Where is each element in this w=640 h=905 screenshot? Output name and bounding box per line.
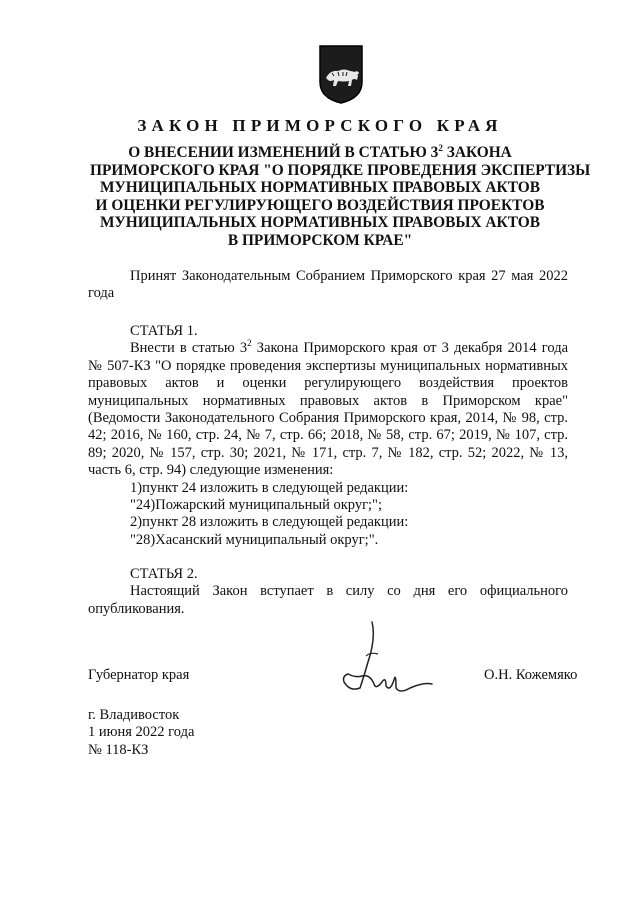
coat-of-arms-emblem-icon	[318, 44, 364, 104]
document-footer	[88, 707, 194, 759]
handwritten-signature-icon	[320, 618, 440, 704]
superscript: 2	[247, 338, 252, 349]
article-1-item: "28)Хасанский муниципальный округ;".	[130, 531, 379, 548]
article-1-intro: Внести в статью $3^2$ Закона Приморского края от 3 декабря 2014 года № 507-КЗ "О порядке проведения экспертизы муниципальных нормативных правовых актов и оценки регулирующего воздействия проектов муниципальных нормативных правовых актов в Приморском крае" (Ведомости Законодательного Собрания Приморского края, 2014, № 98, стр. 42; 2016, № 160, стр. 24, № 7, стр. 66; 2018, № 58, стр. 67; 2019, № 107, стр. 89; 2020, № 157, стр. 30; 2021, № 171, стр. 7, № 182, стр. 52; 2022, № 13, часть 6, стр. 94) следующие изменения:	[88, 338, 569, 479]
subtitle-line-1: О ВНЕСЕНИИ ИЗМЕНЕНИЙ В СТАТЬЮ $3^2$ ЗАКОНА	[128, 142, 512, 161]
subtitle-line-4: И ОЦЕНКИ РЕГУЛИРУЮЩЕГО ВОЗДЕЙСТВИЯ ПРОЕКТОВ	[95, 196, 545, 214]
law-title: ЗАКОН ПРИМОРСКОГО КРАЯ	[137, 116, 503, 135]
article-1-item: 1)пункт 24 изложить в следующей редакции:	[130, 479, 409, 496]
article-2	[88, 566, 568, 618]
subtitle-line-3: МУНИЦИПАЛЬНЫХ НОРМАТИВНЫХ ПРАВОВЫХ АКТОВ	[99, 179, 541, 197]
footer-date: 1 июня 2022 года	[88, 724, 195, 741]
subtitle-line-6: В ПРИМОРСКОМ КРАЕ"	[227, 231, 413, 249]
footer-number: № 118-КЗ	[88, 741, 149, 758]
article-1-item: 2)пункт 28 изложить в следующей редакции:	[130, 514, 409, 531]
article-2-heading: СТАТЬЯ 2.	[130, 566, 198, 582]
law-subtitle	[90, 142, 591, 250]
footer-city: г. Владивосток	[88, 707, 180, 723]
article-1-item: "24)Пожарский муниципальный округ;";	[130, 497, 382, 514]
article-1-heading: СТАТЬЯ 1.	[130, 323, 198, 339]
superscript: 2	[438, 142, 443, 153]
signer-name: О.Н. Кожемяко	[484, 667, 578, 683]
article-1	[88, 323, 568, 549]
adoption-note: Принят Законодательным Собранием Приморского края 27 мая 2022 года	[88, 268, 568, 302]
signer-title: Губернатор края	[88, 667, 190, 683]
subtitle-line-2: ПРИМОРСКОГО КРАЯ "О ПОРЯДКЕ ПРОВЕДЕНИЯ ЭКСПЕРТИЗЫ	[90, 161, 591, 179]
article-2-text: Настоящий Закон вступает в силу со дня его официального опубликования.	[88, 583, 568, 617]
subtitle-line-5: МУНИЦИПАЛЬНЫХ НОРМАТИВНЫХ ПРАВОВЫХ АКТОВ	[99, 214, 541, 232]
